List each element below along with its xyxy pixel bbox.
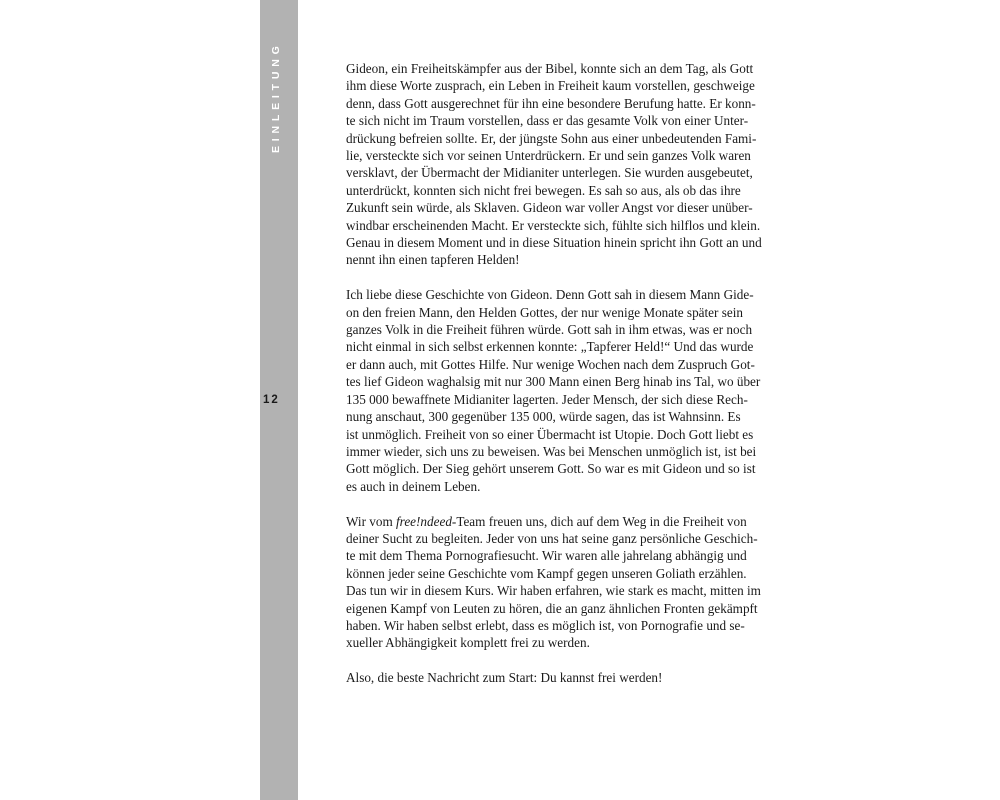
text-line: eigenen Kampf von Leuten zu hören, die an ganz ähnlichen Fronten gekämpft [346,600,758,616]
text-line: nicht einmal in sich selbst erkennen konnte: „Tapferer Held!“ Und das wurde [346,339,754,355]
text-line [346,513,747,530]
text-line: ist unmöglich. Freiheit von so einer Übermacht ist Utopie. Doch Gott liebt es [346,426,754,442]
text-line: immer wieder, sich uns zu beweisen. Was bei Menschen unmöglich ist, ist bei [346,443,757,459]
text-line: ganzes Volk in die Freiheit führen würde. Gott sah in ihm etwas, was er noch [346,322,753,338]
text-line: te sich nicht im Traum vorstellen, dass er das gesamte Volk von einer Unter- [346,113,749,129]
text-line: nennt ihn einen tapferen Helden! [346,252,520,268]
text-line: unterdrückt, konnten sich nicht frei bewegen. Es sah so aus, als ob das ihre [346,182,741,198]
text-line: haben. Wir haben selbst erlebt, dass es möglich ist, von Pornografie und se- [346,617,745,633]
paragraph-team-intro [346,513,761,652]
brand-name: free!ndeed [396,513,452,529]
text-line: Gideon, ein Freiheitskämpfer aus der Bibel, konnte sich an dem Tag, als Gott [346,61,754,76]
text-line: lie, versteckte sich vor seinen Unterdrückern. Er und sein ganzes Volk waren [346,148,751,164]
chapter-label: EINLEITUNG [270,41,282,153]
body-text [346,60,762,704]
page-number: 12 [263,394,280,406]
text-line: Zukunft sein würde, als Sklaven. Gideon war voller Angst vor dieser unüber- [346,200,753,216]
text-line: 135 000 bewaffnete Midianiter lagerten. Jeder Mensch, der sich diese Rech- [346,391,748,407]
text-line: Also, die beste Nachricht zum Start: Du kannst frei werden! [346,670,663,686]
text-line: drückung befreien sollte. Er, der jüngste Sohn aus einer unbedeutenden Fami- [346,130,757,146]
text-line: Gott möglich. Der Sieg gehört unserem Gott. So war es mit Gideon und so ist [346,461,756,477]
text-line: te mit dem Thema Pornografiesucht. Wir waren alle jahrelang abhängig und [346,548,747,564]
text-line: denn, dass Gott ausgerechnet für ihn eine besondere Berufung hatte. Er konn- [346,95,756,111]
text-line: xueller Abhängigkeit komplett frei zu werden. [346,635,590,651]
paragraph-closing [346,669,738,686]
text-line: nung anschaut, 300 gegenüber 135 000, würde sagen, das ist Wahnsinn. Es [346,409,741,425]
paragraph-gideon-story [346,286,761,495]
text-line: er dann auch, mit Gottes Hilfe. Nur wenige Wochen nach dem Zuspruch Got- [346,356,755,372]
text-line: versklavt, der Übermacht der Midianiter unterlegen. Sie wurden ausgebeutet, [346,165,753,181]
text-line: ihm diese Worte zusprach, ein Leben in Freiheit kaum vorstellen, geschweige [346,78,755,94]
text-line: es auch in deinem Leben. [346,478,481,494]
text-fragment: Wir vom [346,513,397,529]
text-line: windbar erscheinenden Macht. Er versteckte sich, fühlte sich hilflos und klein. [346,217,761,233]
text-line: deiner Sucht zu begleiten. Jeder von uns hat seine ganz persönliche Geschich- [346,530,758,546]
text-line: Das tun wir in diesem Kurs. Wir haben erfahren, wie stark es macht, mitten im [346,583,761,599]
text-line: tes lief Gideon waghalsig mit nur 300 Mann einen Berg hinab ins Tal, wo über [346,374,761,390]
text-line: Ich liebe diese Geschichte von Gideon. Denn Gott sah in diesem Mann Gide- [346,287,754,303]
text-fragment: -Team freuen uns, dich auf dem Weg in die Freiheit von [451,513,747,529]
text-line: on den freien Mann, den Helden Gottes, der nur wenige Monate später sein [346,304,743,320]
text-line: können jeder seine Geschichte vom Kampf gegen unseren Goliath erzählen. [346,565,747,581]
paragraph-gideon-intro [346,60,762,269]
text-line: Genau in diesem Moment und in diese Situation hinein spricht ihn Gott an und [346,235,762,251]
